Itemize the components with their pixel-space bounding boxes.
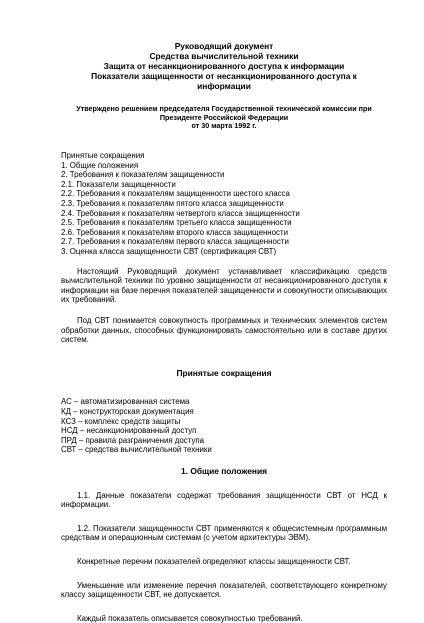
title-line: Защита от несанкционированного доступа к информации xyxy=(103,61,345,71)
toc-item[interactable]: 2.4. Требования к показателям четвертого класса защищенности xyxy=(61,208,300,218)
abbreviation-item: СВТ – средства вычислительной техники xyxy=(61,445,212,455)
general-provisions-heading: 1. Общие положения xyxy=(181,465,267,476)
no-reduction-paragraph: Уменьшение или изменение перечня показателей, соответствующего конкретному классу защищенности СВТ, не допускается. xyxy=(61,580,387,600)
title-line: Средства вычислительной техники xyxy=(149,51,299,61)
toc-item[interactable]: 2.6. Требования к показателям второго класса защищенности xyxy=(61,227,289,237)
svt-definition-paragraph: Под СВТ понимается совокупность программных и технических элементов систем обработки данных, способных функционировать самостоятельно или в составе других систем. xyxy=(61,316,387,345)
abbreviations-list xyxy=(61,397,387,455)
abbreviation-item: НСД – несанкционированный доступ xyxy=(61,426,197,436)
title-line: информации xyxy=(197,81,251,91)
requirements-paragraph: Каждый показатель описывается совокупностью требований. xyxy=(77,613,303,623)
approval-note xyxy=(61,105,387,131)
abbreviations-heading: Принятые сокращения xyxy=(176,367,272,378)
toc-item[interactable]: 2.5. Требования к показателям третьего класса защищенности xyxy=(61,218,292,228)
title-line: Руководящий документ xyxy=(174,41,274,51)
toc-item[interactable]: 2. Требования к показателям защищенности xyxy=(61,170,225,180)
approval-line: от 30 марта 1992 г. xyxy=(191,121,257,131)
toc-item[interactable]: 3. Оценка класса защищенности СВТ (сертификация СВТ) xyxy=(61,247,277,257)
classes-paragraph: Конкретные перечни показателей определяют классы защищенности СВТ. xyxy=(77,556,351,566)
toc-item[interactable]: 2.2. Требования к показателям защищенности шестого класса xyxy=(61,189,290,199)
abbreviation-item: АС – автоматизированная система xyxy=(61,397,190,407)
intro-paragraph: Настоящий Руководящий документ устанавливает классификацию средств вычислительной техники по уровню защищенности от несанкционированного доступа к информации на базе перечня показателей защищенности и совокупности описывающих их требований. xyxy=(61,266,387,305)
table-of-contents xyxy=(61,151,387,257)
toc-item[interactable]: 2.1. Показатели защищенности xyxy=(61,179,176,189)
abbreviation-item: ПРД – правила разграничения доступа xyxy=(61,435,205,445)
paragraph-1-2: 1.2. Показатели защищенности СВТ применяются к общесистемным программным средствам и операционным системам (с учетом архитектуры ЭВМ). xyxy=(61,523,387,543)
toc-item[interactable]: Принятые сокращения xyxy=(61,151,145,161)
abbreviation-item: КД – конструкторская документация xyxy=(61,406,194,416)
paragraph-1-1: 1.1. Данные показатели содержат требования защищенности СВТ от НСД к информации. xyxy=(61,490,387,510)
title-line: Показатели защищенности от несанкционированного доступа к xyxy=(91,71,357,81)
toc-item[interactable]: 2.7. Требования к показателям первого класса защищенности xyxy=(61,237,289,247)
document-title xyxy=(61,0,387,91)
approval-line: Президенте Российской Федерации xyxy=(159,112,289,122)
toc-item[interactable]: 2.3. Требования к показателям пятого класса защищенности xyxy=(61,199,284,209)
toc-item[interactable]: 1. Общие положения xyxy=(61,160,139,170)
approval-line: Утверждено решением председателя Государственной технической комиссии при xyxy=(76,104,372,113)
abbreviation-item: КСЗ – комплекс средств защиты xyxy=(61,416,181,426)
